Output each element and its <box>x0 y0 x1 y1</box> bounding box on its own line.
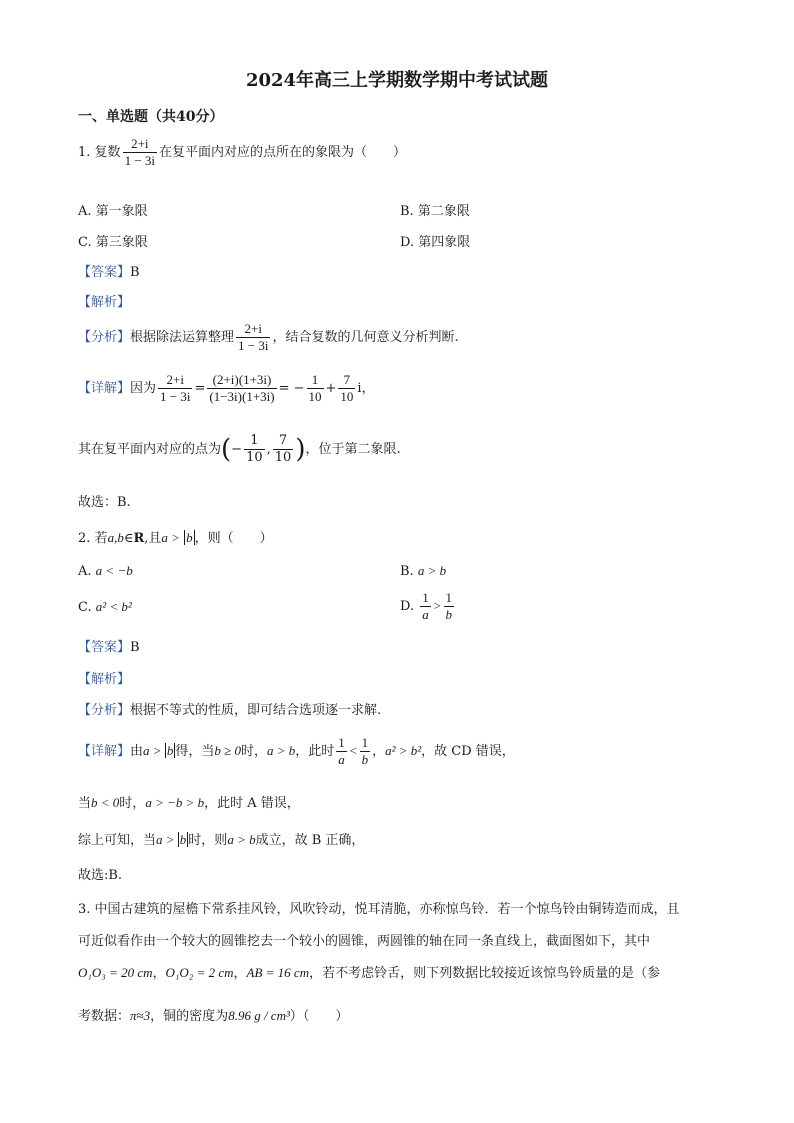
q1-fraction <box>123 136 157 169</box>
q2-fenxi <box>78 699 381 718</box>
l2-b: b < 0 <box>91 795 120 810</box>
q1-option-d: D. 第四象限 <box>400 235 471 250</box>
frac-4-den: 10 <box>340 389 354 404</box>
l3-c: a > b <box>227 832 256 847</box>
fenxi-pre: 根据除法运算整理 <box>130 330 235 345</box>
q3-l4-pi: π≈3 <box>130 1008 151 1023</box>
fenxi-tag: 【分析】 <box>78 703 131 718</box>
point-line-post: ，位于第二象限. <box>305 442 401 457</box>
q3-l4-a: 考数据： <box>78 1009 131 1024</box>
xj-text-1: 由 <box>130 744 144 759</box>
option-c-text: a² < b² <box>95 599 132 614</box>
option-b-label: B. <box>400 564 414 579</box>
option-c-label: C. <box>78 600 92 615</box>
q2-choose: 故选:B. <box>78 868 123 883</box>
q1-answer <box>78 261 140 280</box>
q2-line-3: 综上可知，当a > b 时，则a > b成立，故 B 正确， <box>78 832 365 848</box>
q3-line-1: 3. 中国古建筑的屋檐下常系挂风铃，风吹铃动，悦耳清脆，亦称惊鸟铃．若一个惊鸟铃由铜铸造而成，且 <box>78 902 680 917</box>
q1-point-line: 其在复平面内对应的点为(− $\frac{1}{10}$ , $\frac{7}{10}$ )，位于第二象限. <box>78 433 401 465</box>
frac-2-num: (2+i)(1+3i) <box>212 372 272 387</box>
frac-1-den: 1 − 3i <box>160 389 191 404</box>
frac-3-num: 1 <box>311 372 319 387</box>
q2-answer <box>78 636 140 655</box>
q1-fraction-num: 2+i <box>131 136 149 151</box>
answer-value: B <box>130 640 140 655</box>
point-frac-2 <box>273 433 294 466</box>
xj-text-2: 得，当 <box>175 744 215 759</box>
l2-d: a > −b > b <box>145 795 205 810</box>
q2-reals: R <box>133 531 145 546</box>
q1-number: 1. <box>78 145 95 160</box>
q3-l4-c: ，铜的密度为 <box>150 1009 229 1024</box>
q1-analysis-heading: 【解析】 <box>78 295 131 310</box>
xj-text-9: ，故 CD 错误， <box>421 744 515 759</box>
xj-text-7: ， <box>372 744 386 759</box>
xiangjie-frac-4 <box>338 372 355 405</box>
q2-option-b <box>400 563 446 579</box>
frac-1-num: 2+i <box>166 372 184 387</box>
q1-xiangjie: 【详解】因为 $\frac{2+i}{1 - 3i}$ = $\frac{(2+i)(1+3i)}{(1-3i)(1+3i)}$ = − $\frac{1}{10}$ + $\frac{7}{10}$ i， <box>78 372 375 404</box>
q1-option-c: C. 第三象限 <box>78 235 148 250</box>
q3-line-3-post: ，若不考虑铃舌，则下列数据比较接近该惊鸟铃质量的是（参 <box>309 966 661 981</box>
q3-measure-1: O₁O₃ = 20 cm <box>78 965 153 980</box>
xj-text-6: ，此时 <box>295 744 335 759</box>
xj-text-4: 时， <box>240 744 267 759</box>
q2-option-d: D. $\frac{1}{a}$ > $\frac{1}{b}$ <box>400 590 453 622</box>
q1-option-a: A. 第一象限 <box>78 204 148 219</box>
q2-option-a <box>78 563 133 579</box>
q2-cond2: a > <box>161 530 180 545</box>
q3-l4-e: ）（ ） <box>289 1009 349 1024</box>
l3-b: 时，则 <box>188 833 228 848</box>
fenxi-post: ，结合复数的几何意义分析判断. <box>272 330 459 345</box>
xiangjie-frac-2 <box>207 372 276 405</box>
q3-measure-3: AB = 16 cm <box>246 965 310 980</box>
option-d-label: D. <box>400 599 415 614</box>
fenxi-fraction-num: 2+i <box>244 321 262 336</box>
point-frac-1 <box>244 433 265 466</box>
frac-4-num: 7 <box>343 372 351 387</box>
l2-a: 当 <box>78 796 92 811</box>
q2-line-2 <box>78 792 300 811</box>
q1-stem <box>78 136 406 169</box>
l3-a: 综上可知，当 <box>78 833 157 848</box>
q2-and: ,且 <box>144 531 162 546</box>
xiangjie-pre: 因为 <box>130 381 157 396</box>
l2-c: 时， <box>119 796 146 811</box>
l2-e: ，此时 A 错误， <box>204 796 300 811</box>
q1-choose: 故选：B. <box>78 495 131 510</box>
frac-3-den: 10 <box>308 389 322 404</box>
option-a-label: A. <box>78 564 92 579</box>
point-line-pre: 其在复平面内对应的点为 <box>78 442 222 457</box>
q2-cond: a,b∈ <box>107 530 134 545</box>
q2-stem <box>78 527 273 546</box>
q3-line-2: 可近似看作由一个较大的圆锥挖去一个较小的圆锥，两圆锥的轴在同一条直线上，截面图如下，其中 <box>78 934 651 949</box>
q1-stem-pre: 复数 <box>94 145 121 160</box>
q2-xiangjie: 【详解】由a > b 得，当b ≥ 0时，a > b，此时 $\frac{1}{a}$ < $\frac{1}{b}$ ，a² > b²，故 CD 错误， <box>78 735 515 767</box>
point-frac-2-num: 7 <box>278 433 288 448</box>
section-heading: 一、单选题（共40分） <box>78 109 224 125</box>
option-d-frac-2: $\frac{1}{b}$ <box>445 590 453 622</box>
point-frac-2-den: 10 <box>274 450 292 465</box>
q2-pre: 若 <box>94 531 108 546</box>
q2-post: ，则（ ） <box>194 531 273 546</box>
q1-fenxi <box>78 321 459 354</box>
xiangjie-tag: 【详解】 <box>78 744 131 759</box>
point-frac-1-num: 1 <box>250 433 259 448</box>
frac-2-den: (1−3i)(1+3i) <box>209 389 275 404</box>
page-title: 2024年高三上学期数学期中考试试题 <box>245 70 549 91</box>
xj-math-8: a² > b² <box>385 743 422 758</box>
xiangjie-frac-1 <box>158 372 192 405</box>
option-d-frac-1: $\frac{1}{a}$ <box>422 590 429 622</box>
option-b-text: a > b <box>417 563 447 578</box>
answer-tag: 【答案】 <box>78 265 131 280</box>
xj-frac-2: $\frac{1}{b}$ <box>361 735 369 767</box>
l3-d: 成立，故 B 正确， <box>255 833 365 848</box>
fenxi-tag: 【分析】 <box>78 330 131 345</box>
xiangjie-tag: 【详解】 <box>78 381 131 396</box>
q2-abs-b: b <box>186 530 193 545</box>
q3-l4-density: 8.96 g / cm³ <box>228 1008 290 1023</box>
q2-option-c <box>78 599 132 615</box>
q1-option-b: B. 第二象限 <box>400 204 470 219</box>
q3-measure-2: O₁O₂ = 2 cm <box>165 965 234 980</box>
xj-math-5: a > b <box>266 743 296 758</box>
answer-tag: 【答案】 <box>78 640 131 655</box>
fenxi-text: 根据不等式的性质，即可结合选项逐一求解. <box>130 703 382 718</box>
q3-line-3: O₁O₃ = 20 cm，O₁O₂ = 2 cm，AB = 16 cm，若不考虑铃舌，则下列数据比较接近该惊鸟铃质量的是（参 <box>78 965 661 981</box>
point-frac-1-den: 10 <box>246 450 263 465</box>
xj-frac-1: $\frac{1}{a}$ <box>338 735 345 767</box>
answer-value: B <box>130 265 140 280</box>
q3-line-4 <box>78 1005 348 1024</box>
q1-fraction-den: 1 − 3i <box>124 153 156 168</box>
q1-stem-post: 在复平面内对应的点所在的象限为（ ） <box>159 145 407 160</box>
q2-number: 2. <box>78 531 95 546</box>
xj-math-3: b ≥ 0 <box>214 743 241 758</box>
fenxi-fraction <box>236 321 270 354</box>
option-a-text: a < −b <box>95 563 133 578</box>
fenxi-fraction-den: 1 − 3i <box>238 338 269 353</box>
xiangjie-frac-3 <box>307 372 324 405</box>
q2-analysis-heading: 【解析】 <box>78 672 131 687</box>
